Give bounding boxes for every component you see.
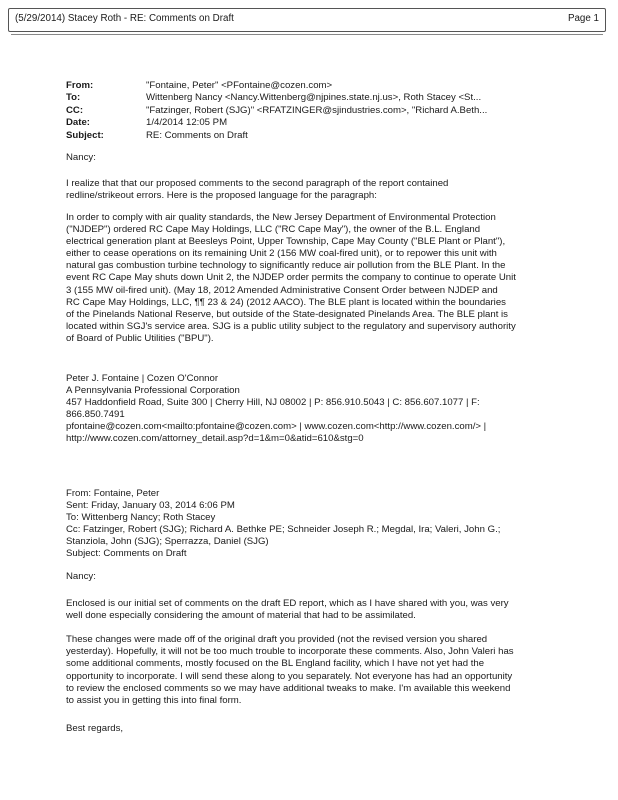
proposed-line: located within SGJ's service area. SJG is a public utility subject to the regulatory and supervisory authority bbox=[66, 320, 516, 332]
proposed-line: of Board of Public Utilities ("BPU"). bbox=[66, 332, 214, 344]
proposed-line: ("NJDEP") ordered RC Cape May Holdings, LLC ("RC Cape May"), the owner of the B.L. England bbox=[66, 224, 481, 236]
forwarded-subject: Subject: Comments on Draft bbox=[66, 548, 187, 559]
proposed-line: 3 (155 MW oil-fired unit). (May 18, 2012 Amended Administrative Consent Order between NJDEP and bbox=[66, 284, 498, 296]
forwarded-p2-line: yesterday). Hopefully, it will not be too much trouble to incorporate these comments. Also, John Valeri has bbox=[66, 646, 514, 658]
forwarded-p1-line: well done especially considering the amount of material that had to be assimilated. bbox=[66, 610, 416, 622]
signature-fax: 866.850.7491 bbox=[66, 409, 125, 420]
signature-firm: A Pennsylvania Professional Corporation bbox=[66, 385, 240, 396]
signature-name: Peter J. Fontaine | Cozen O'Connor bbox=[66, 373, 219, 384]
intro-paragraph bbox=[66, 178, 588, 201]
document-title: (5/29/2014) Stacey Roth - RE: Comments on Draft bbox=[15, 13, 234, 24]
meta-date-row bbox=[66, 117, 586, 129]
signature-email-link[interactable]: pfontaine@cozen.com<mailto:pfontaine@cozen.com> | www.cozen.com<http://www.cozen.com/> | bbox=[66, 421, 487, 432]
proposed-line: either to cease operations on its remaining Unit 2 (156 MW coal-fired unit), or to repower this unit with bbox=[66, 248, 497, 260]
proposed-line: RC Cape May Holdings, LLC, ¶¶ 23 & 24) (2012 AACO). The BLE plant is located within the boundaries bbox=[66, 296, 506, 308]
forwarded-p2-line: opportunity to incorporate. I will send these along to you separately. Not everyone has had an opportunity bbox=[66, 670, 513, 682]
forwarded-cc: Cc: Fatzinger, Robert (SJG); Richard A. Bethke PE; Schneider Joseph R.; Megdal, Ira; Valeri, John G.; bbox=[66, 524, 501, 535]
date-value: 1/4/2014 12:05 PM bbox=[146, 117, 228, 129]
header-divider bbox=[11, 34, 603, 35]
closing: Best regards, bbox=[66, 723, 124, 734]
intro-line: redline/strikeout errors. Here is the proposed language for the paragraph: bbox=[66, 189, 377, 201]
intro-line: I realize that that our proposed comments to the second paragraph of the report contained bbox=[66, 178, 449, 189]
forwarded-paragraph-1 bbox=[66, 598, 588, 622]
to-value: Wittenberg Nancy <Nancy.Wittenberg@njpines.state.nj.us>, Roth Stacey <St... bbox=[146, 92, 482, 104]
forwarded-p1-line: Enclosed is our initial set of comments on the draft ED report, which as I have shared with you, was very bbox=[66, 598, 509, 609]
forwarded-paragraph-2 bbox=[66, 634, 588, 707]
forwarded-p2-line: some additional comments, mostly focused on the BL England facility, which I have not yet had the bbox=[66, 658, 485, 670]
forwarded-from: From: Fontaine, Peter bbox=[66, 488, 160, 499]
signature-address: 457 Haddonfield Road, Suite 300 | Cherry Hill, NJ 08002 | P: 856.910.5043 | C: 856.607.1077 | F: bbox=[66, 397, 480, 408]
forwarded-to: To: Wittenberg Nancy; Roth Stacey bbox=[66, 512, 216, 523]
meta-subject-row bbox=[66, 130, 586, 142]
subject-value: RE: Comments on Draft bbox=[146, 129, 248, 141]
signature-block bbox=[66, 373, 588, 445]
cc-label: CC: bbox=[66, 104, 84, 116]
forwarded-p2-line: to assist you in getting this into final form. bbox=[66, 695, 242, 707]
date-label: Date: bbox=[66, 117, 90, 129]
signature-profile-link[interactable]: http://www.cozen.com/attorney_detail.asp?d=1&m=0&atid=610&stg=0 bbox=[66, 433, 364, 444]
proposed-line: In order to comply with air quality standards, the New Jersey Department of Environmental Protection bbox=[66, 212, 496, 223]
greeting: Nancy: bbox=[66, 152, 96, 163]
subject-label: Subject: bbox=[66, 129, 104, 141]
proposed-line: event RC Cape May shuts down Unit 2, the NJDEP order permits the company to continue to operate Unit bbox=[66, 272, 516, 284]
proposed-line: of the Pinelands National Reserve, but outside of the State-designated Pinelands Area. The BLE plant is bbox=[66, 308, 508, 320]
email-meta bbox=[66, 80, 586, 142]
forwarded-greeting: Nancy: bbox=[66, 571, 96, 582]
from-label: From: bbox=[66, 80, 94, 91]
to-label: To: bbox=[66, 92, 81, 104]
meta-cc-row bbox=[66, 105, 586, 117]
forwarded-header bbox=[66, 488, 588, 560]
forwarded-p2-line: to review the enclosed comments so we may have additional tweaks to make. I'm available this weekend bbox=[66, 682, 511, 694]
proposed-line: electrical generation plant at Beesleys Point, Upper Township, Cape May County ("BLE Plant or Plant"), bbox=[66, 236, 506, 248]
cc-value: "Fatzinger, Robert (SJG)" <RFATZINGER@sjindustries.com>, "Richard A.Beth... bbox=[146, 104, 488, 116]
from-value: "Fontaine, Peter" <PFontaine@cozen.com> bbox=[146, 80, 333, 91]
proposed-paragraph bbox=[66, 212, 588, 345]
forwarded-sent: Sent: Friday, January 03, 2014 6:06 PM bbox=[66, 500, 235, 511]
forwarded-p2-line: These changes were made off of the original draft you provided (not the revised version you shared bbox=[66, 634, 488, 645]
page-number: Page 1 bbox=[567, 13, 599, 24]
proposed-line: natural gas combustion turbine technology to significantly reduce air pollution from the BLE Plant. In the bbox=[66, 260, 506, 272]
meta-to-row bbox=[66, 92, 586, 104]
meta-from-row bbox=[66, 80, 586, 92]
page-header bbox=[8, 8, 606, 32]
forwarded-cc-cont: Stanziola, John (SJG); Sperrazza, Daniel (SJG) bbox=[66, 536, 269, 547]
